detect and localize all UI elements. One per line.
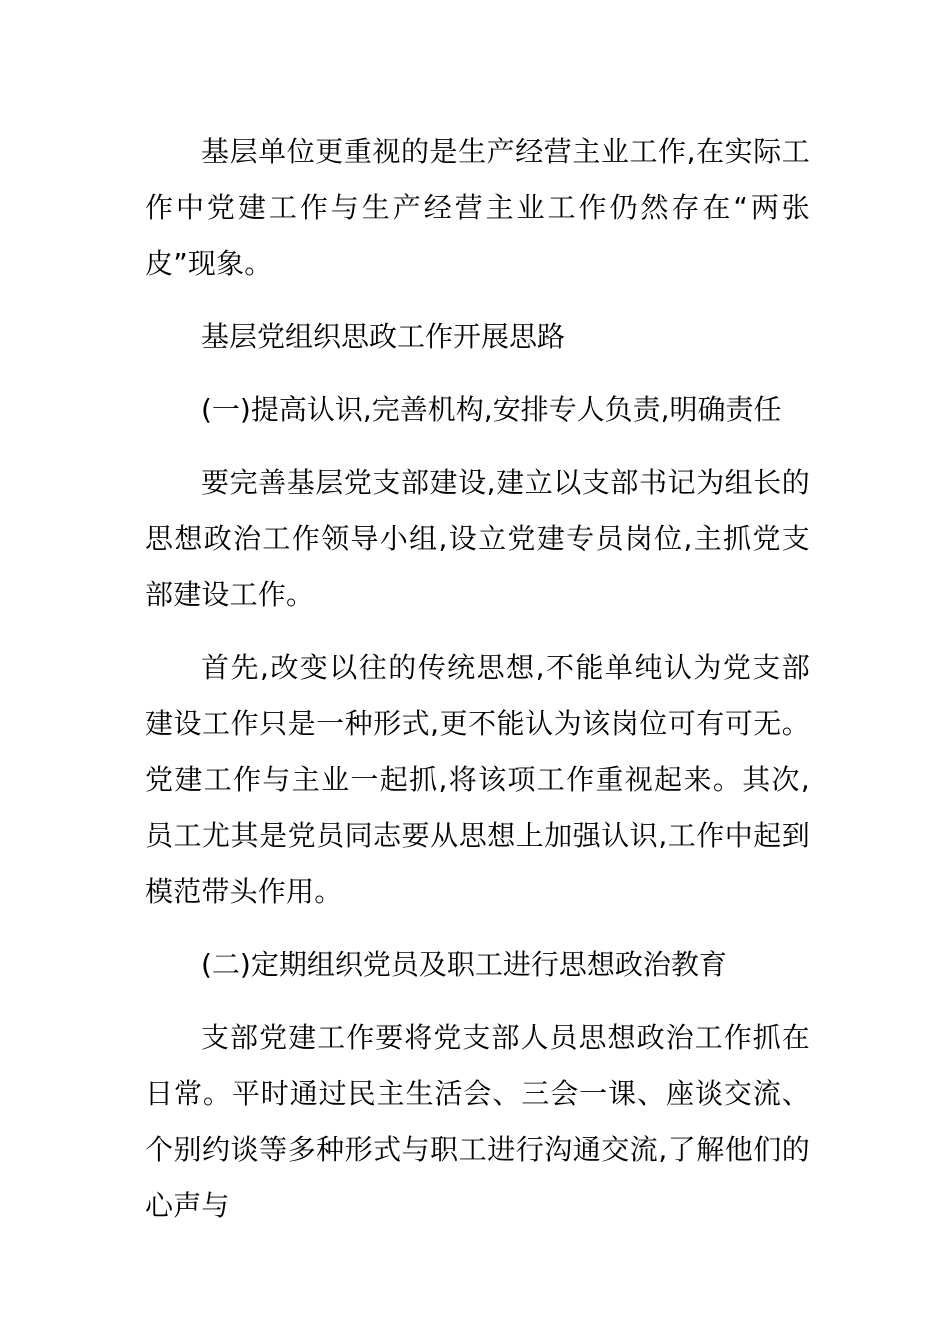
document-body (145, 124, 810, 1251)
subsection-heading-1: (一)提高认识,完善机构,安排专人负责,明确责任 (201, 393, 782, 426)
paragraph-organization: 要完善基层党支部建设,建立以支部书记为组长的思想政治工作领导小组,设立党建专员岗位,主抓党支部建设工作。 (145, 466, 810, 611)
paragraph-intro: 基层单位更重视的是生产经营主业工作,在实际工作中党建工作与生产经营主业工作仍然存在“两张皮”现象。 (145, 135, 810, 280)
paragraph-education: 支部党建工作要将党支部人员思想政治工作抓在日常。平时通过民主生活会、三会一课、座谈交流、个别约谈等多种形式与职工进行沟通交流,了解他们的心声与 (145, 1021, 810, 1222)
subsection-heading-2: (二)定期组织党员及职工进行思想政治教育 (201, 948, 727, 981)
section-heading: 基层党组织思政工作开展思路 (201, 320, 566, 353)
paragraph-awareness: 首先,改变以往的传统思想,不能单纯认为党支部建设工作只是一种形式,更不能认为该岗位可有可无。党建工作与主业一起抓,将该项工作重视起来。其次,员工尤其是党员同志要从思想上加强认识,工作中起到模范带头作用。 (145, 651, 810, 908)
